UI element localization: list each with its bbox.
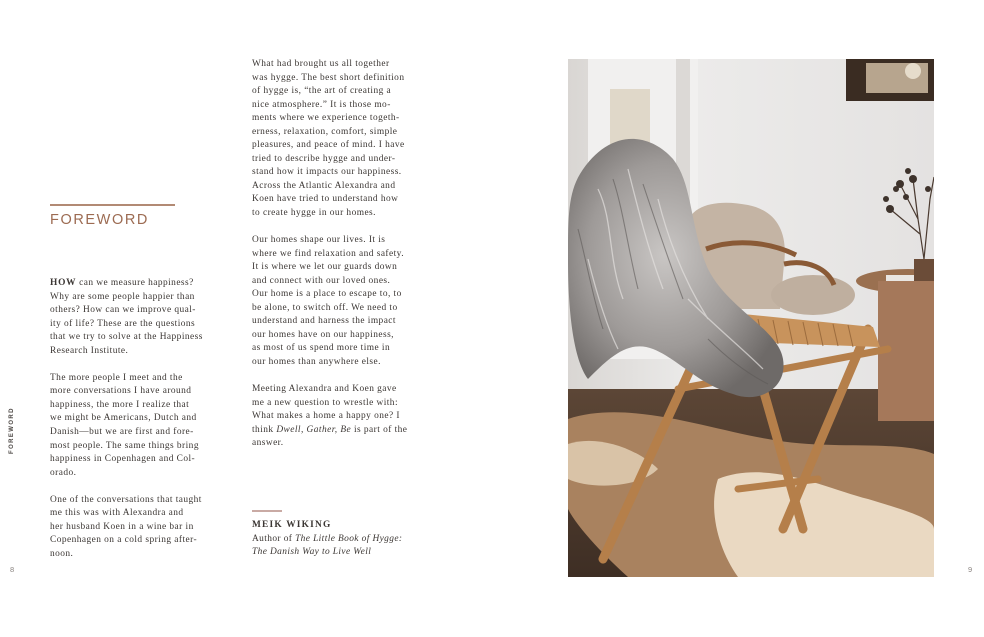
line: that we try to solve at the Happiness (50, 332, 203, 343)
line: tried to describe hygge and under- (252, 153, 396, 164)
line: her husband Koen in a wine bar in (50, 521, 194, 532)
line: Koen have tried to understand how (252, 194, 399, 205)
book-subtitle: The Danish Way to Live Well (252, 547, 372, 558)
line: think Dwell, Gather, Be is part of the (252, 424, 408, 435)
line: Danish—but we are first and fore- (50, 427, 194, 438)
line: One of the conversations that taught (50, 494, 202, 505)
line: Why are some people happier than (50, 291, 195, 302)
small-artwork (610, 89, 650, 144)
author-name: MEIK WIKING (252, 520, 332, 530)
signature-rule (252, 510, 282, 512)
line: our homes than anywhere else. (252, 357, 381, 368)
line: Across the Atlantic Alexandra and (252, 180, 396, 191)
right-text-column (252, 58, 424, 451)
line: others? How can we improve qual- (50, 305, 196, 316)
line: was hygge. The best short definition (252, 72, 405, 83)
line: Meeting Alexandra and Koen gave (252, 384, 397, 395)
line: It is where we let our guards down (252, 262, 398, 273)
author-credit: Author of The Little Book of Hygge: (252, 533, 403, 544)
line: me a new question to wrestle with: (252, 397, 399, 408)
line: The more people I meet and the (50, 372, 183, 383)
paragraph (50, 277, 222, 358)
line: ity of life? These are the questions (50, 318, 196, 329)
line: we might be Americans, Dutch and (50, 413, 197, 424)
heading-rule (50, 204, 175, 206)
page-number-right: 9 (968, 565, 973, 574)
line: as most of us spend more time in (252, 343, 391, 354)
run-in-word: HOW (50, 278, 77, 288)
line: nice atmosphere.” It is those mo- (252, 99, 391, 110)
paragraph (252, 58, 424, 221)
line: Our home is a place to escape to, to (252, 289, 402, 300)
line: of hygge is, “the art of creating a (252, 86, 392, 97)
line: happiness in Copenhagen and Col- (50, 454, 196, 465)
line: erness, relaxation, comfort, simple (252, 126, 398, 137)
book-title: Dwell, Gather, Be (276, 424, 352, 435)
line: Copenhagen on a cold spring after- (50, 535, 198, 546)
line: understand and harness the impact (252, 316, 396, 327)
line: more conversations I have around (50, 386, 192, 397)
book-title: The Little Book of Hygge: (295, 533, 403, 544)
line: ments where we experience togeth- (252, 113, 400, 124)
line: noon. (50, 548, 74, 559)
line: be alone, to switch off. We need to (252, 302, 398, 313)
line: Research Institute. (50, 345, 129, 356)
page-number-left: 8 (10, 565, 15, 574)
line: answer. (252, 438, 284, 449)
plant-pot (914, 259, 934, 281)
line: orado. (50, 467, 77, 478)
line: and connect with our loved ones. (252, 275, 391, 286)
line: me this was with Alexandra and (50, 508, 184, 519)
interior-photo (568, 59, 934, 577)
paragraph (50, 494, 222, 562)
line: our homes have on our happiness, (252, 329, 394, 340)
paragraph (252, 383, 424, 451)
line: What had brought us all together (252, 59, 390, 69)
line: pleasures, and peace of mind. I have (252, 140, 405, 151)
running-head: FOREWORD (9, 407, 15, 454)
paragraph (252, 234, 424, 369)
line: stand how it impacts our happiness. (252, 167, 402, 178)
line: most people. The same things bring (50, 440, 199, 451)
signature-block (252, 519, 452, 560)
line: to create hygge in our homes. (252, 208, 376, 219)
line: where we find relaxation and safety. (252, 248, 404, 259)
line: What makes a home a happy one? I (252, 411, 400, 422)
section-heading: FOREWORD (50, 212, 149, 228)
paragraph (50, 372, 222, 480)
line: HOW can we measure happiness? (50, 278, 194, 288)
line: happiness, the more I realize that (50, 399, 190, 410)
line: Our homes shape our lives. It is (252, 235, 386, 246)
chair-photo-illustration (568, 59, 934, 577)
left-text-column (50, 277, 222, 561)
